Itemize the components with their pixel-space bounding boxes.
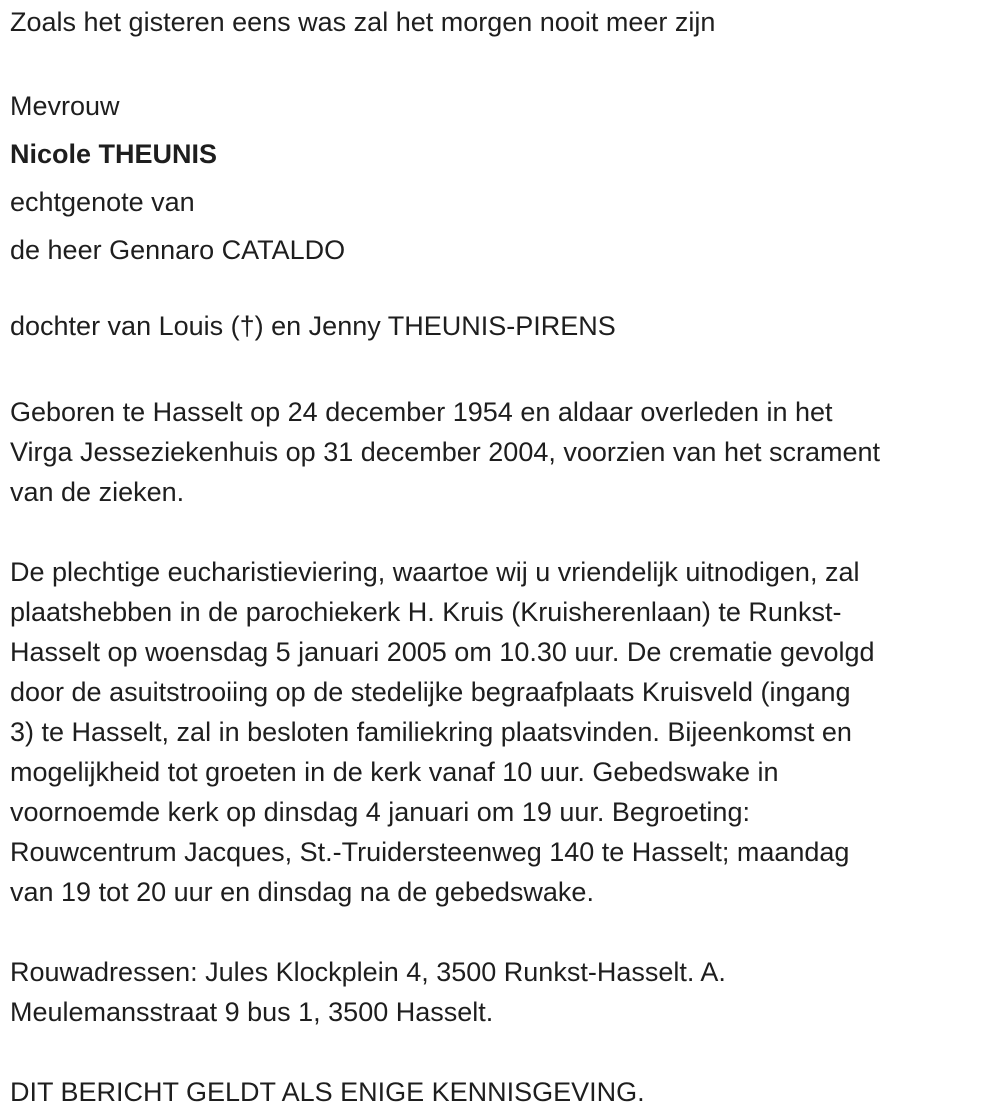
text-line: van 19 tot 20 uur en dinsdag na de gebedswake. [10, 877, 594, 907]
text-line: Hasselt op woensdag 5 januari 2005 om 10.30 uur. De crematie gevolgd [10, 637, 875, 667]
spouse-name: de heer Gennaro CATALDO [10, 235, 346, 265]
text-line: Rouwcentrum Jacques, St.-Truidersteenweg 140 te Hasselt; maandag [10, 837, 850, 867]
text-line: door de asuitstrooiing op de stedelijke begraafplaats Kruisveld (ingang [10, 677, 851, 707]
text-line: voornoemde kerk op dinsdag 4 januari om 19 uur. Begroeting: [10, 797, 750, 827]
text-line: mogelijkheid tot groeten in de kerk vanaf 10 uur. Gebedswake in [10, 757, 779, 787]
text-line: Virga Jesseziekenhuis op 31 december 2004, voorzien van het scrament [10, 437, 881, 467]
text-line: plaatshebben in de parochiekerk H. Kruis (Kruisherenlaan) te Runkst- [10, 597, 842, 627]
closing-notice: DIT BERICHT GELDT ALS ENIGE KENNISGEVING. [10, 1077, 645, 1107]
spouse-intro: echtgenote van [10, 187, 195, 217]
text-line: Geboren te Hasselt op 24 december 1954 en aldaar overleden in het [10, 397, 833, 427]
text-line: Meulemansstraat 9 bus 1, 3500 Hasselt. [10, 997, 494, 1027]
deceased-name: Nicole THEUNIS [10, 139, 218, 169]
mourning-addresses-paragraph [10, 952, 992, 1032]
birth-death-paragraph [10, 392, 992, 512]
memorial-quote: Zoals het gisteren eens was zal het morgen nooit meer zijn [10, 7, 716, 37]
service-paragraph [10, 552, 992, 912]
salutation: Mevrouw [10, 91, 120, 121]
text-line: 3) te Hasselt, zal in besloten familiekring plaatsvinden. Bijeenkomst en [10, 717, 852, 747]
deceased-header [10, 82, 992, 274]
text-line: De plechtige eucharistieviering, waartoe wij u vriendelijk uitnodigen, zal [10, 557, 860, 587]
text-line: Rouwadressen: Jules Klockplein 4, 3500 Runkst-Hasselt. A. [10, 957, 726, 987]
text-line: van de zieken. [10, 477, 185, 507]
parents-line: dochter van Louis (†) en Jenny THEUNIS-PIRENS [10, 311, 616, 341]
